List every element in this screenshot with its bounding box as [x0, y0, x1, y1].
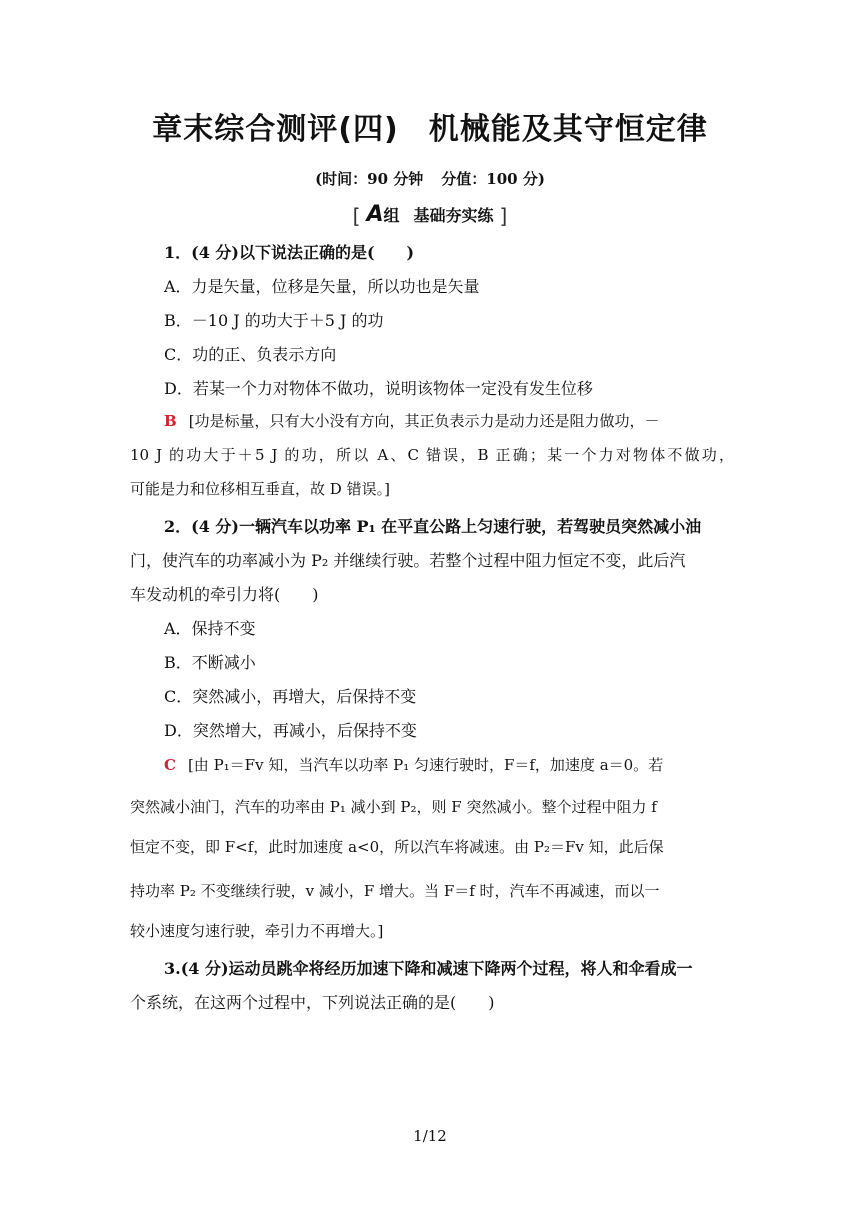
question-2-stem-3: 车发动机的牵引力将( ): [130, 585, 319, 604]
q1-answer-key: B: [164, 412, 177, 430]
q1-explanation-start: [功是标量，只有大小没有方向，其正负表示力是动力还是阻力做功，－: [188, 412, 660, 430]
q1-answer-line-2: 10 J 的功大于＋5 J 的功，所以 A、C 错误，B 正确；某一个力对物体不做功，: [130, 446, 734, 464]
page-number: 1/12: [413, 1127, 447, 1145]
section-header: [0, 202, 860, 228]
q2-option-c: C．突然减小，再增大，后保持不变: [164, 687, 417, 706]
q2-answer-line-2: 突然减小油门，汽车的功率由 P₁ 减小到 P₂，则 F 突然减小。整个过程中阻力 f: [130, 798, 657, 816]
q1-answer-line-1: [164, 410, 734, 431]
q2-answer-line-4: 持功率 P₂ 不变继续行驶，v 减小，F 增大。当 F＝f 时，汽车不再减速，而以一: [130, 882, 660, 900]
exam-score: 分值：100 分): [441, 170, 545, 188]
exam-meta: [0, 168, 860, 189]
group-word: 组: [383, 206, 400, 225]
q1-option-a: A．力是矢量，位移是矢量，所以功也是矢量: [164, 277, 480, 296]
q1-option-b: B．－10 J 的功大于＋5 J 的功: [164, 311, 384, 330]
group-name: 基础夯实练: [413, 206, 494, 225]
question-3-stem: 3.(4 分)运动员跳伞将经历加速下降和减速下降两个过程，将人和伞看成一: [164, 959, 693, 978]
question-2-stem: 2．(4 分)一辆汽车以功率 P₁ 在平直公路上匀速行驶，若驾驶员突然减小油: [164, 517, 702, 536]
page-title: [0, 104, 860, 148]
question-2-stem-2: 门，使汽车的功率减小为 P₂ 并继续行驶。若整个过程中阻力恒定不变，此后汽: [130, 551, 686, 570]
exam-time: (时间：90 分钟: [315, 170, 424, 188]
title-topic: 机械能及其守恒定律: [428, 112, 708, 147]
question-1-stem: 1．(4 分)以下说法正确的是( ): [164, 243, 415, 262]
group-letter: A: [366, 202, 384, 227]
title-chapter: 章末综合测评(四): [152, 112, 399, 147]
q2-option-d: D．突然增大，再减小，后保持不变: [164, 721, 417, 740]
q1-answer-line-3: 可能是力和位移相互垂直，故 D 错误。]: [130, 480, 390, 498]
q2-option-b: B．不断减小: [164, 653, 256, 672]
bracket-close: ]: [499, 204, 508, 228]
q2-explanation-start: [由 P₁＝Fv 知，当汽车以功率 P₁ 匀速行驶时，F＝f，加速度 a＝0。若: [187, 756, 664, 774]
q1-option-c: C．功的正、负表示方向: [164, 345, 337, 364]
bracket-open: [: [352, 204, 361, 228]
question-3-stem-2: 个系统，在这两个过程中，下列说法正确的是( ): [130, 993, 495, 1012]
q2-answer-line-5: 较小速度匀速行驶，牵引力不再增大。]: [130, 922, 384, 940]
q2-answer-line-1: [164, 754, 734, 775]
q2-answer-key: C: [164, 756, 176, 774]
q1-option-d: D．若某一个力对物体不做功，说明该物体一定没有发生位移: [164, 379, 593, 398]
q2-answer-line-3: 恒定不变，即 F<f，此时加速度 a<0，所以汽车将减速。由 P₂＝Fv 知，此后保: [130, 838, 664, 856]
q2-option-a: A．保持不变: [164, 619, 256, 638]
